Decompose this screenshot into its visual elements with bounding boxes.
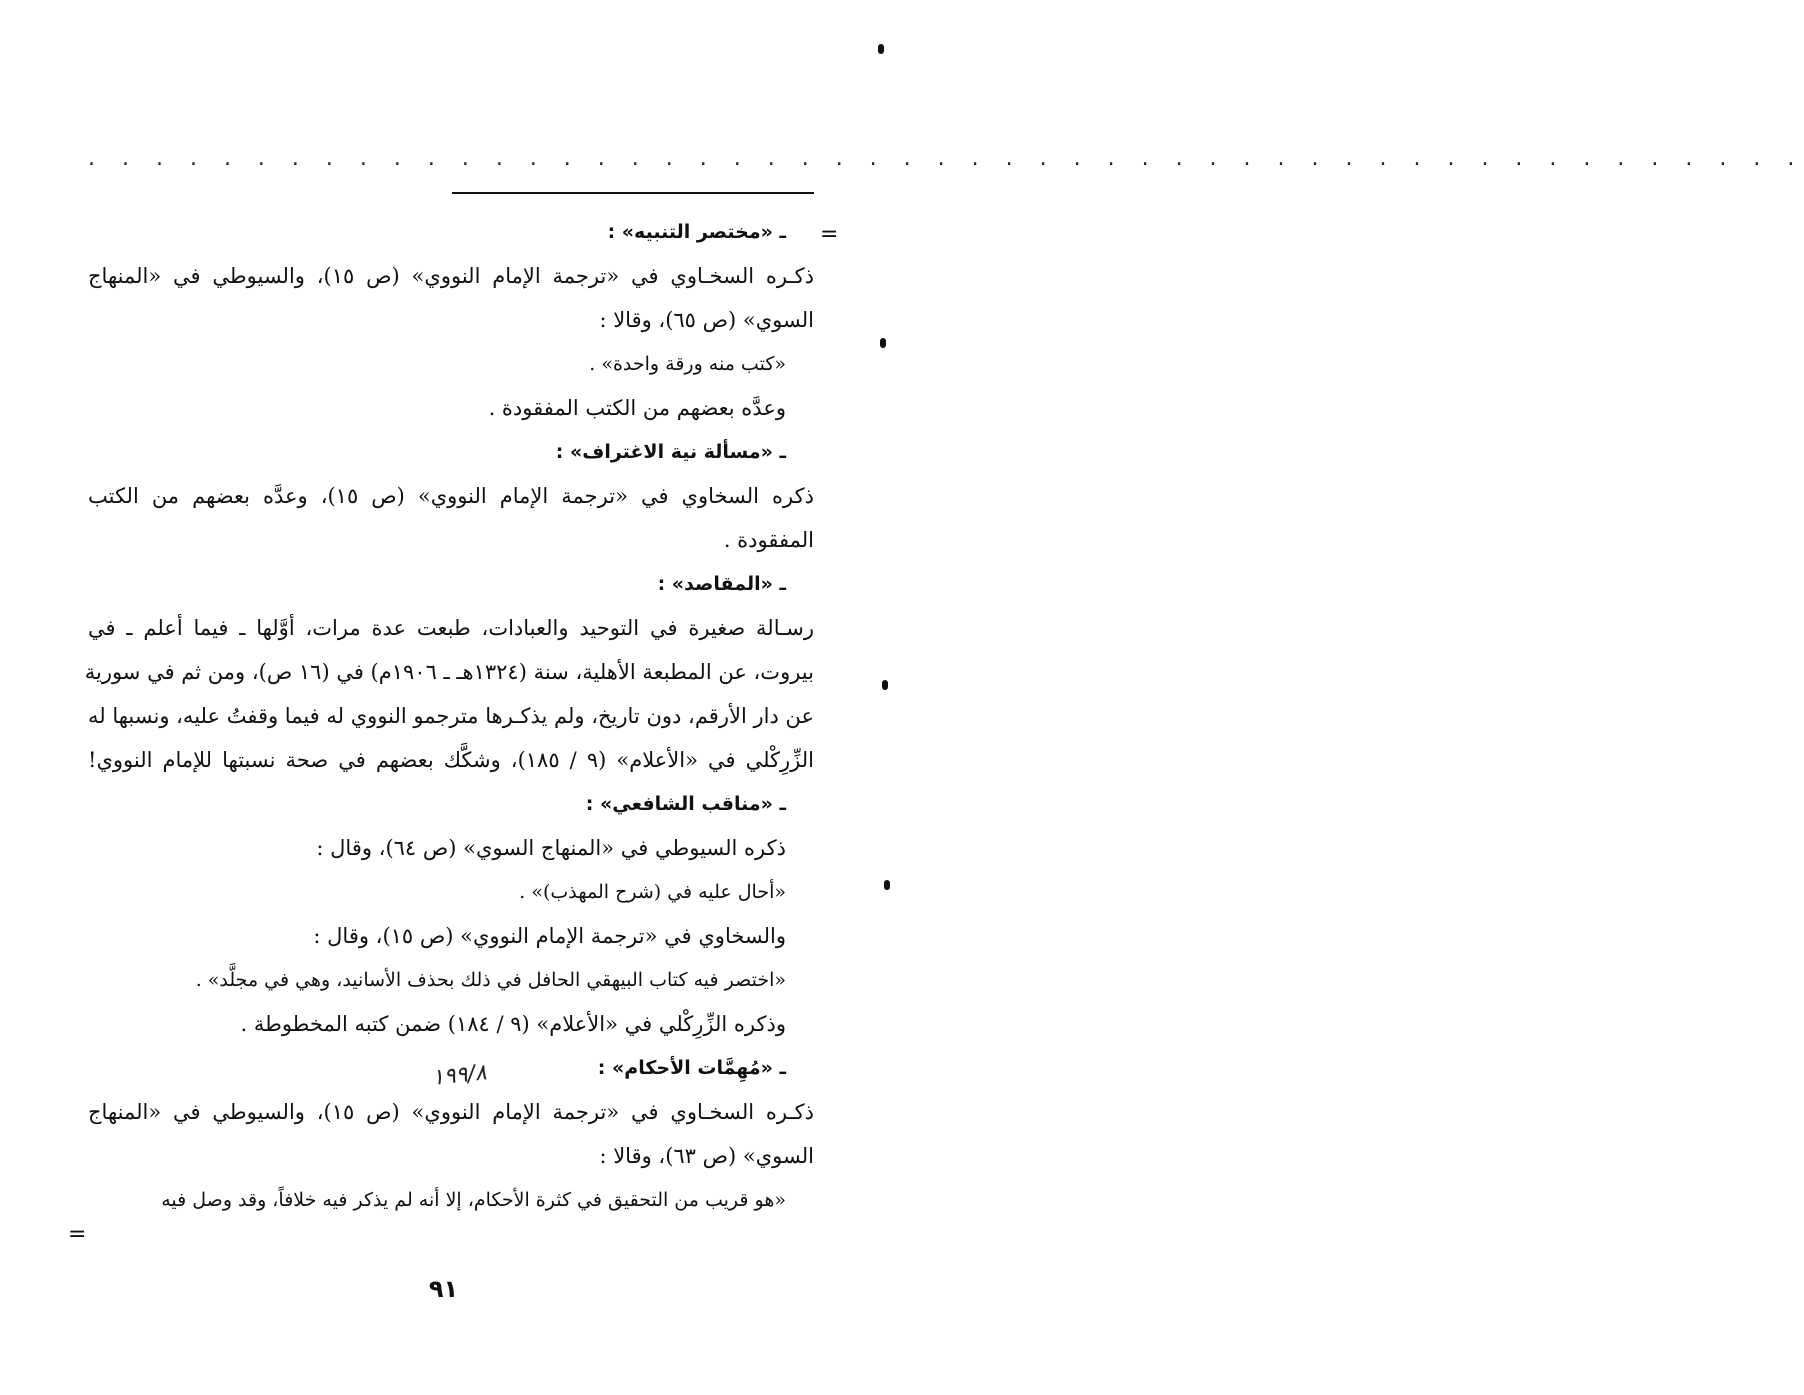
heading-manaqib-al-shafii: ـ «مناقب الشافعي» : <box>585 793 786 815</box>
text-line: السوي» (ص ٦٥)، وقالا : <box>599 308 814 332</box>
heading-al-maqasid: ـ «المقاصد» : <box>657 573 786 595</box>
quote-line: «هو قريب من التحقيق في كثرة الأحكام، إلا أنه لم يذكر فيه خلافاً، وقد وصل فيه <box>161 1189 786 1211</box>
footnote-separator-rule <box>452 192 814 194</box>
continuation-mark-bottom: = <box>68 1222 87 1247</box>
text-line: والسخاوي في «ترجمة الإمام النووي» (ص ١٥)، وقال : <box>313 924 786 948</box>
text-line: رسـالة صغيرة في التوحيد والعبادات، طبعت عدة مرات، أوَّلها ـ فيما أعلم ـ في <box>88 616 814 640</box>
text-line: ذكره السخاوي في «ترجمة الإمام النووي» (ص ١٥)، وعدَّه بعضهم من الكتب <box>88 484 814 508</box>
quote-line: «اختصر فيه كتاب البيهقي الحافل في ذلك بحذف الأسانيد، وهي في مجلَّد» . <box>195 969 786 991</box>
quote-line: «أحال عليه في (شرح المهذب)» . <box>519 881 786 903</box>
text-line: السوي» (ص ٦٣)، وقالا : <box>599 1144 814 1168</box>
quote-line: «كتب منه ورقة واحدة» . <box>589 353 786 375</box>
text-line: الزِّرِكْلي في «الأعلام» (٩ / ١٨٥)، وشكَّك بعضهم في صحة نسبتها للإمام النووي! <box>88 748 814 772</box>
heading-masalat-niyyat-al-ightiraf: ـ «مسألة نية الاغتراف» : <box>555 441 786 463</box>
text-line: ذكـره السخـاوي في «ترجمة الإمام النووي» (ص ١٥)، والسيوطي في «المنهاج <box>88 264 814 288</box>
text-line: وذكره الزِّرِكْلي في «الأعلام» (٩ / ١٨٤) ضمن كتبه المخطوطة . <box>240 1012 786 1036</box>
heading-mukhtasar-al-tanbih: ـ «مختصر التنبيه» : <box>607 221 786 243</box>
text-line: ذكـره السخـاوي في «ترجمة الإمام النووي» (ص ١٥)، والسيوطي في «المنهاج <box>88 1100 814 1124</box>
page-number: ٩١ <box>428 1275 459 1303</box>
text-line: بيروت، عن المطبعة الأهلية، سنة (١٣٢٤هـ ـ ١٩٠٦م) في (١٦ ص)، ومن ثم في سورية <box>84 660 814 684</box>
header-dotted-rule: . . . . . . . . . . . . . . . . . . . . . . . . . . . . . . . . . . . . . . . . . . . . . . . . . . . <box>88 146 1804 171</box>
handwritten-correction: ١٩٩/٨ <box>430 1060 488 1091</box>
text-line: عن دار الأرقم، دون تاريخ، ولم يذكـرها مترجمو النووي له فيما وقفتُ عليه، ونسبها له <box>88 704 814 728</box>
continuation-mark-top: = <box>820 222 839 247</box>
text-line: ذكره السيوطي في «المنهاج السوي» (ص ٦٤)، وقال : <box>316 836 786 860</box>
text-line: المفقودة . <box>723 528 814 552</box>
text-line: وعدَّه بعضهم من الكتب المفقودة . <box>488 396 786 420</box>
heading-muhimmat-al-ahkam: ـ «مُهِمَّات الأحكام» : <box>597 1057 786 1079</box>
